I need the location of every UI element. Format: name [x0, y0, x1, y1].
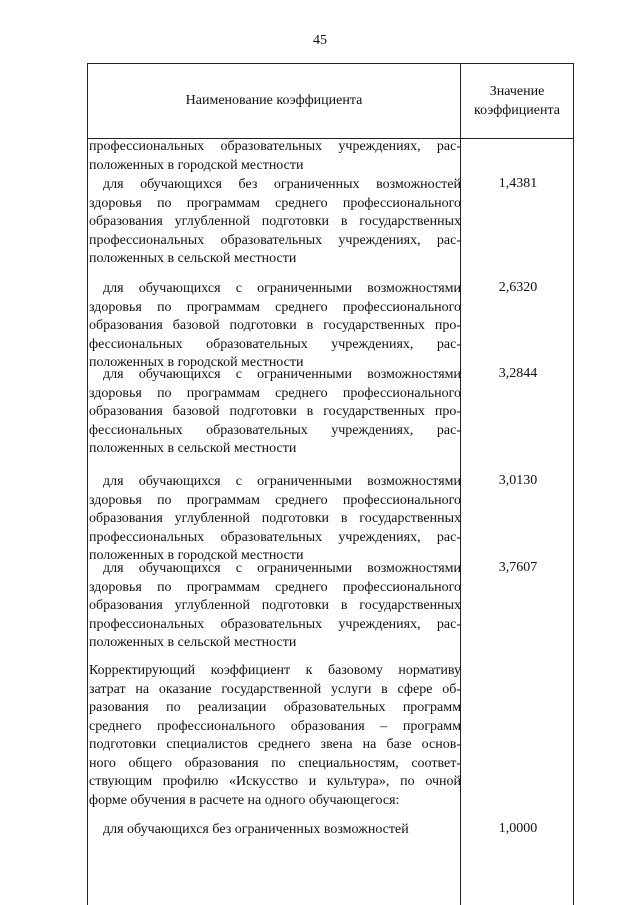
row-description-line: для обучающихся с ограниченными возможностями	[103, 561, 461, 576]
row-description	[89, 473, 461, 566]
row-description-line: здоровья по программам среднего профессионального	[89, 492, 461, 508]
row-description-line: профессиональных образовательных учреждениях, рас-	[89, 529, 461, 545]
row-description-line: здоровья по программам среднего профессионального	[89, 579, 461, 595]
row-description	[89, 366, 461, 459]
table-row	[89, 366, 461, 459]
row-description-line: фессиональных образовательных учреждениях, рас-	[89, 336, 461, 352]
row-description-line: положенных в городской местности	[89, 157, 304, 173]
row-description-line: затрат на оказание государственной услуги в сфере об-	[89, 681, 461, 697]
row-description-line: разования по реализации образовательных программ	[89, 700, 461, 715]
column-header-value	[461, 64, 573, 138]
table-row	[89, 560, 461, 653]
row-description-line: здоровья по программам среднего профессионального	[89, 195, 461, 211]
coefficient-value: 1,0000	[498, 821, 538, 836]
row-description-line: форме обучения в расчете на одного обучающегося:	[89, 792, 400, 808]
row-description	[89, 280, 461, 373]
row-description-line: положенных в городской местности	[89, 355, 304, 370]
row-description-line: ствующим профилю «Искусство и культура», по очной	[89, 774, 461, 789]
column-header-name: Наименование коэффициента	[88, 64, 461, 138]
table-border-right	[573, 139, 574, 905]
row-description	[89, 560, 461, 653]
row-description	[89, 821, 461, 840]
table-row	[89, 473, 461, 566]
row-description-line: для обучающихся с ограниченными возможностями	[103, 281, 461, 296]
row-description-line: здоровья по программам среднего профессионального	[89, 299, 461, 315]
coefficient-value: 3,0130	[498, 473, 538, 488]
row-description	[89, 176, 461, 269]
row-description-line: образования базовой подготовки в государственных про-	[89, 318, 461, 333]
row-description-line: здоровья по программам среднего профессионального	[89, 385, 461, 401]
row-description-line: подготовки специалистов среднего звена на базе основ-	[89, 737, 461, 752]
table-row	[89, 176, 461, 269]
table-header	[87, 63, 574, 139]
row-description-line: образования углубленной подготовки в государственных	[89, 214, 461, 229]
row-description-line: для обучающихся с ограниченными возможностями	[103, 474, 461, 489]
row-description	[89, 138, 461, 175]
row-description-line: профессиональных образовательных учреждениях, рас-	[89, 139, 461, 154]
table-row	[89, 662, 461, 810]
row-description-line: образования углубленной подготовки в государственных	[89, 598, 461, 613]
row-description-line: фессиональных образовательных учреждениях, рас-	[89, 422, 461, 438]
row-description-line: положенных в сельской местности	[89, 251, 297, 266]
row-description-line: для обучающихся с ограниченными возможностями	[103, 367, 461, 382]
column-header-value-line2: коэффициента	[474, 103, 560, 118]
row-description-line: положенных в городской местности	[89, 548, 304, 563]
row-description-line: для обучающихся без ограниченных возможностей	[103, 177, 461, 192]
row-description-line: профессиональных образовательных учреждениях, рас-	[89, 616, 461, 632]
row-description	[89, 662, 461, 810]
coefficient-value: 3,7607	[498, 560, 538, 575]
coefficient-value: 3,2844	[498, 366, 538, 381]
row-description-line: образования базовой подготовки в государственных про-	[89, 404, 461, 419]
table-row	[89, 280, 461, 373]
coefficient-value: 2,6320	[498, 280, 538, 295]
row-description-line: образования углубленной подготовки в государственных	[89, 511, 461, 526]
row-description-line: для обучающихся без ограниченных возможностей	[103, 822, 409, 837]
page-number: 45	[313, 33, 327, 48]
row-description-line: ного общего образования по специальностям, соответ-	[89, 755, 461, 771]
row-description-line: профессиональных образовательных учреждениях, рас-	[89, 232, 461, 248]
table-row	[89, 821, 461, 840]
row-description-line: положенных в сельской местности	[89, 635, 297, 650]
table-row	[89, 138, 461, 175]
table-border-left	[87, 139, 88, 905]
row-description-line: Корректирующий коэффициент к базовому нормативу	[89, 663, 461, 678]
coefficient-value: 1,4381	[498, 176, 538, 191]
row-description-line: среднего профессионального образования – программ	[89, 718, 461, 734]
row-description-line: положенных в сельской местности	[89, 441, 297, 456]
column-header-value-line1: Значение	[489, 84, 545, 99]
